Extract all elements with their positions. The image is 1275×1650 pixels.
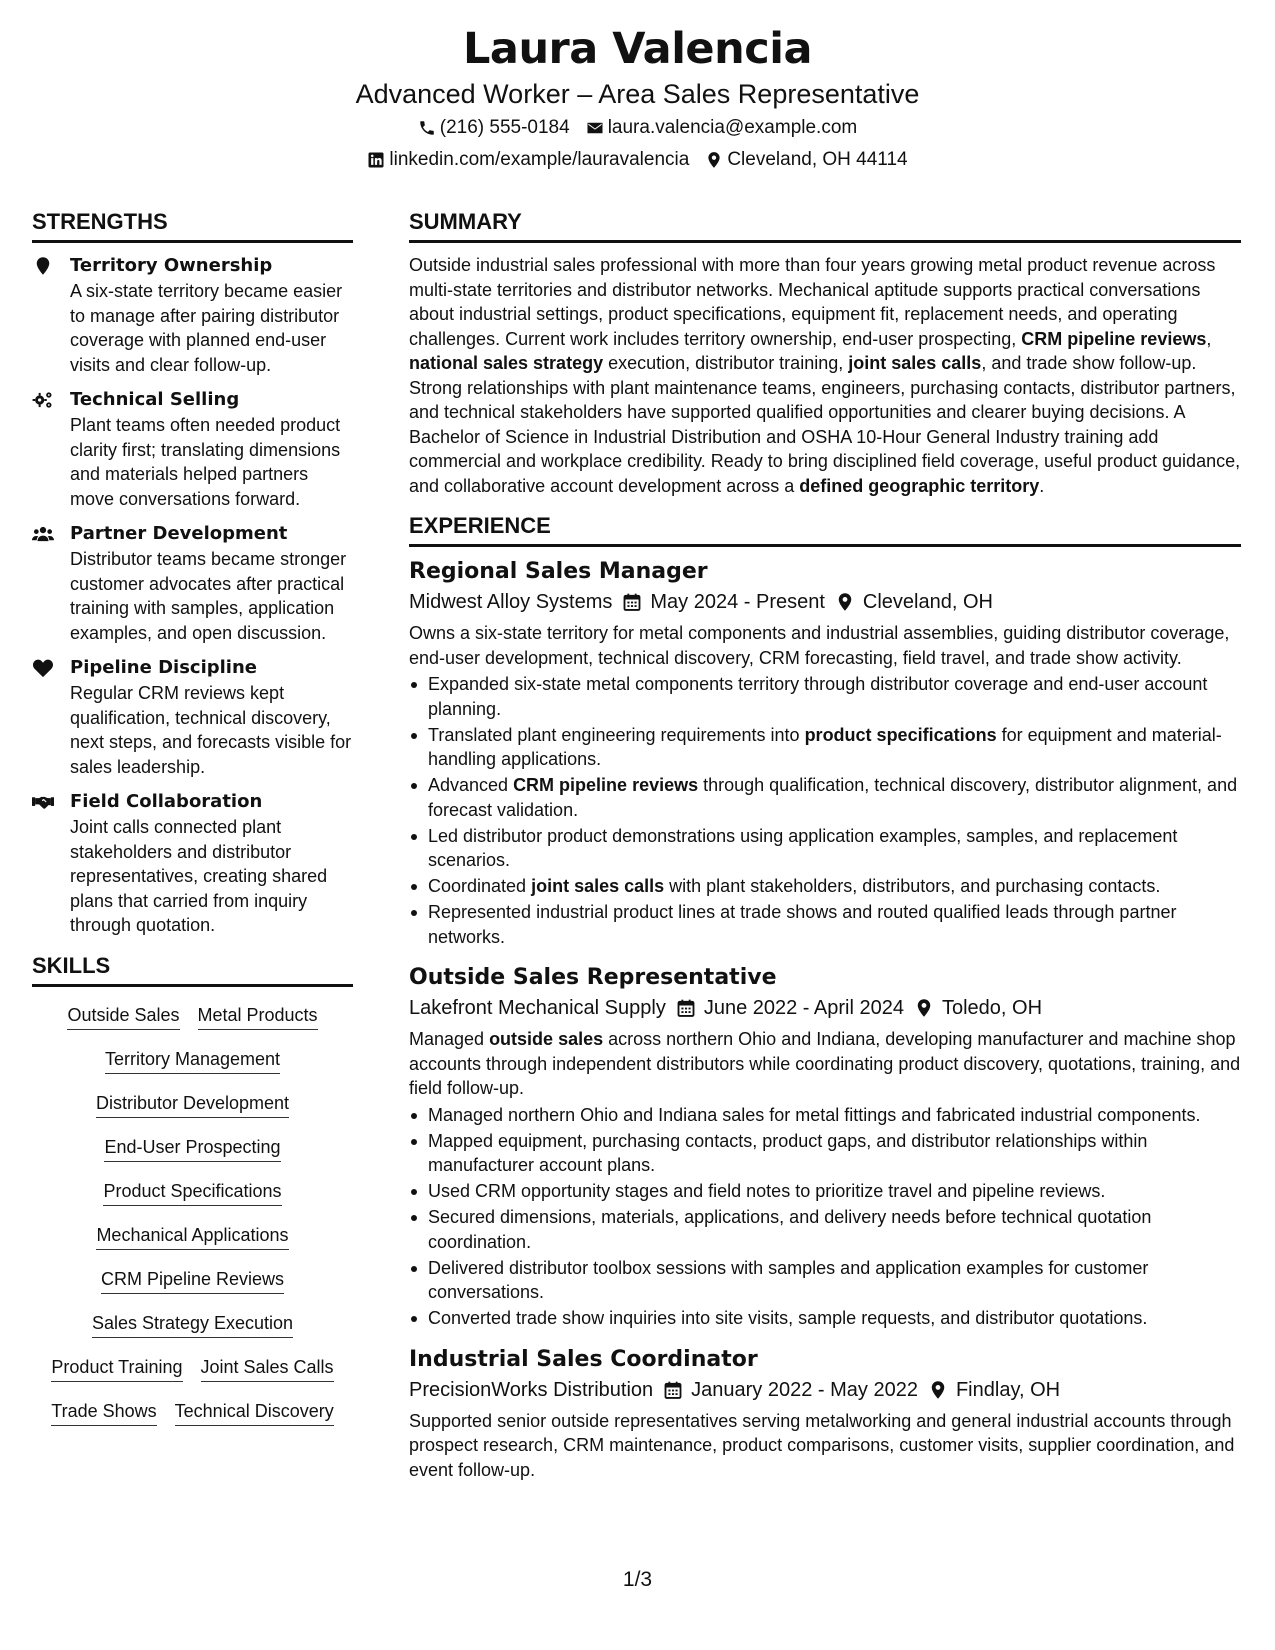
text-run: Mapped equipment, purchasing contacts, product gaps, and distributor relationships within manufacturer account plans. [428,1130,1148,1175]
text-run: through qualification, technical discovery, distributor alignment, and forecast validation. [428,775,1238,820]
bold-phrase: product specifications [804,724,997,745]
bold-phrase: joint sales calls [531,876,665,896]
text-run: Represented industrial product lines at trade shows and routed qualified leads through partner networks. [428,902,1177,947]
text-run: Led distributor product demonstrations using application examples, samples, and replacement scenarios. [428,825,1178,870]
calendar-icon [622,592,642,612]
job-meta [409,993,1241,1023]
text-run: execution, distributor training, [603,353,849,373]
skill-tag: Joint Sales Calls [201,1355,334,1382]
gears-icon [32,390,54,410]
strength-desc: Joint calls connected plant stakeholders and distributor representatives, creating shared plans that carried from inquiry through quotation. [70,817,328,935]
strength-title: Partner Development [70,523,288,544]
company-name: PrecisionWorks Distribution [409,1378,654,1401]
skill-tag: Technical Discovery [175,1399,334,1426]
email-text[interactable]: laura.valencia@example.com [607,117,858,138]
job-dates-text: May 2024 - Present [650,591,825,613]
phone-icon [418,119,436,137]
job-location [914,993,1042,1023]
job-location-text: Findlay, OH [955,1378,1061,1401]
job-entry [409,1345,1241,1483]
job-dates-text: January 2022 - May 2022 [691,1378,918,1401]
company-name: Lakefront Mechanical Supply [409,997,666,1019]
skills-list [32,997,353,1426]
skill-tag: End-User Prospecting [104,1135,280,1162]
location-contact [705,144,907,176]
users-icon [32,524,54,544]
job-location-text: Cleveland, OH [862,591,993,613]
linkedin-text[interactable]: linkedin.com/example/lauravalencia [389,149,690,170]
experience-heading: EXPERIENCE [409,512,1241,547]
job-bullet [409,1256,1241,1305]
job-bullet [409,874,1241,899]
map-pin-icon [914,998,934,1018]
resume-header [0,22,1275,176]
job-bullet [409,723,1241,772]
summary-heading: SUMMARY [409,208,1241,243]
job-location [835,587,993,617]
envelope-icon [586,119,604,137]
linkedin-icon [367,151,385,169]
map-pin-icon [32,256,54,276]
job-bullet [409,1103,1241,1128]
job-bullet [409,1205,1241,1254]
phone-text: (216) 555-0184 [439,117,570,138]
map-pin-icon [835,592,855,612]
text-run: Expanded six-state metal components territory through distributor coverage and end-user account planning. [428,674,1208,719]
text-run: across northern Ohio and Indiana, developing manufacturer and machine shop accounts through independent distributors while coordinating product discovery, quotations, training, and field follow-up. [409,1029,1241,1098]
page-number: 1/3 [622,1568,653,1591]
job-title: Industrial Sales Coordinator [409,1346,758,1372]
skill-tag: CRM Pipeline Reviews [101,1267,284,1294]
bold-phrase: CRM pipeline reviews [1021,328,1207,349]
job-meta [409,1375,1241,1405]
job-entry [409,557,1241,949]
text-run: Translated plant engineering requirements into [428,724,805,745]
skill-tag: Territory Management [105,1047,280,1074]
job-bullets [409,1103,1241,1331]
job-bullet [409,1179,1241,1204]
job-location-text: Toledo, OH [941,997,1043,1019]
job-bullet [409,773,1241,822]
text-run: Supported senior outside representatives serving metalworking and general industrial accounts through prospect research, CRM maintenance, product comparisons, customer visits, supplier coordination, and event follow-up. [409,1410,1235,1480]
map-pin-icon [705,151,723,169]
job-bullet [409,824,1241,873]
linkedin-contact[interactable] [367,144,689,176]
bold-phrase: outside sales [489,1029,604,1049]
text-run: , [1206,328,1212,349]
contact-row-1 [0,112,1275,144]
strength-desc: Plant teams often needed product clarity first; translating dimensions and materials helped partners move conversations forward. [70,415,341,509]
skill-tag: Product Training [51,1355,182,1382]
job-title: Regional Sales Manager [409,559,708,584]
right-column [409,208,1241,1496]
candidate-headline: Advanced Worker – Area Sales Representative [355,79,920,109]
phone-contact [418,112,570,144]
job-description [409,1027,1241,1101]
job-description [409,621,1241,670]
text-run: for equipment and material-handling applications. [428,724,1222,769]
strength-item [32,521,353,645]
job-dates [622,587,825,617]
strength-item [32,655,353,779]
skill-tag: Outside Sales [67,1003,179,1030]
skill-tag: Mechanical Applications [96,1223,288,1250]
job-entry [409,963,1241,1331]
strength-desc: Distributor teams became stronger customer advocates after practical training with samples, application examples, and open discussion. [70,549,347,643]
text-run: Delivered distributor toolbox sessions with samples and application examples for customer conversations. [428,1257,1149,1302]
text-run: Managed northern Ohio and Indiana sales for metal fittings and fabricated industrial components. [428,1104,1201,1125]
summary-text [409,253,1241,498]
strengths-heading: STRENGTHS [32,208,353,243]
strength-desc: Regular CRM reviews kept qualification, technical discovery, next steps, and forecasts visible for sales leadership. [70,683,352,777]
handshake-icon [32,792,54,812]
text-run: . [1039,475,1045,496]
text-run: , and trade show follow-up. Strong relationships with plant maintenance teams, engineers, purchasing contacts, distributor partners, and technical stakeholders have supported qualified opportunities and clearer buying decisions. A Bachelor of Science in Industrial Distribution and OSHA 10-Hour General Industry training add commercial and workplace credibility. Ready to bring disciplined field coverage, useful product guidance, and collaborative account development across a [409,353,1241,496]
job-bullets [409,672,1241,949]
text-run: Coordinated [428,876,532,896]
job-meta [409,587,1241,617]
company-name: Midwest Alloy Systems [409,591,613,613]
strength-desc: A six-state territory became easier to manage after pairing distributor coverage with planned end-user visits and clear follow-up. [70,281,343,375]
candidate-name: Laura Valencia [463,24,812,74]
skill-tag: Sales Strategy Execution [92,1311,293,1338]
location-text: Cleveland, OH 44114 [727,149,908,170]
left-column [32,208,353,1426]
job-dates [676,993,904,1023]
skills-section [32,952,353,1426]
calendar-icon [663,1380,683,1400]
bold-phrase: CRM pipeline reviews [513,775,699,795]
calendar-icon [676,998,696,1018]
text-run: Used CRM opportunity stages and field notes to prioritize travel and pipeline reviews. [428,1181,1106,1201]
text-run: Converted trade show inquiries into site visits, sample requests, and distributor quotations. [428,1308,1148,1328]
text-run: with plant stakeholders, distributors, and purchasing contacts. [664,876,1161,896]
strength-item [32,253,353,377]
text-run: Managed [409,1029,490,1049]
bold-phrase: national sales strategy [409,353,604,373]
bold-phrase: defined geographic territory [799,475,1040,496]
job-dates [663,1375,918,1405]
skill-tag: Distributor Development [96,1091,289,1118]
job-bullet [409,900,1241,949]
bold-phrase: joint sales calls [848,353,982,373]
text-run: Owns a six-state territory for metal components and industrial assemblies, guiding distributor coverage, end-user development, technical discovery, CRM forecasting, field travel, and trade show activity. [409,623,1230,668]
skill-tag: Metal Products [198,1003,318,1030]
map-pin-icon [928,1380,948,1400]
text-run: Advanced [428,775,514,795]
job-location [928,1375,1060,1405]
text-run: Outside industrial sales professional with more than four years growing metal product revenue across multi-state territories and distributor networks. Mechanical aptitude supports practical conversations about industrial settings, product specifications, equipment fit, replacement needs, and operating challenges. Current work includes territory ownership, end-user prospecting, [409,255,1216,349]
job-bullet [409,672,1241,721]
strength-title: Territory Ownership [70,255,273,276]
heart-icon [32,658,54,678]
job-description [409,1409,1241,1483]
skill-tag: Product Specifications [103,1179,281,1206]
contact-row-2 [0,144,1275,176]
job-bullet [409,1306,1241,1331]
strength-title: Field Collaboration [70,791,263,812]
job-bullet [409,1129,1241,1178]
strength-title: Pipeline Discipline [70,657,257,678]
job-title: Outside Sales Representative [409,965,777,990]
strength-title: Technical Selling [70,389,240,410]
job-dates-text: June 2022 - April 2024 [703,997,904,1019]
email-contact[interactable] [586,112,858,144]
strength-item [32,789,353,938]
skill-tag: Trade Shows [51,1399,156,1426]
text-run: Secured dimensions, materials, applications, and delivery needs before technical quotation coordination. [428,1207,1152,1252]
skills-heading: SKILLS [32,952,353,987]
strength-item [32,387,353,511]
